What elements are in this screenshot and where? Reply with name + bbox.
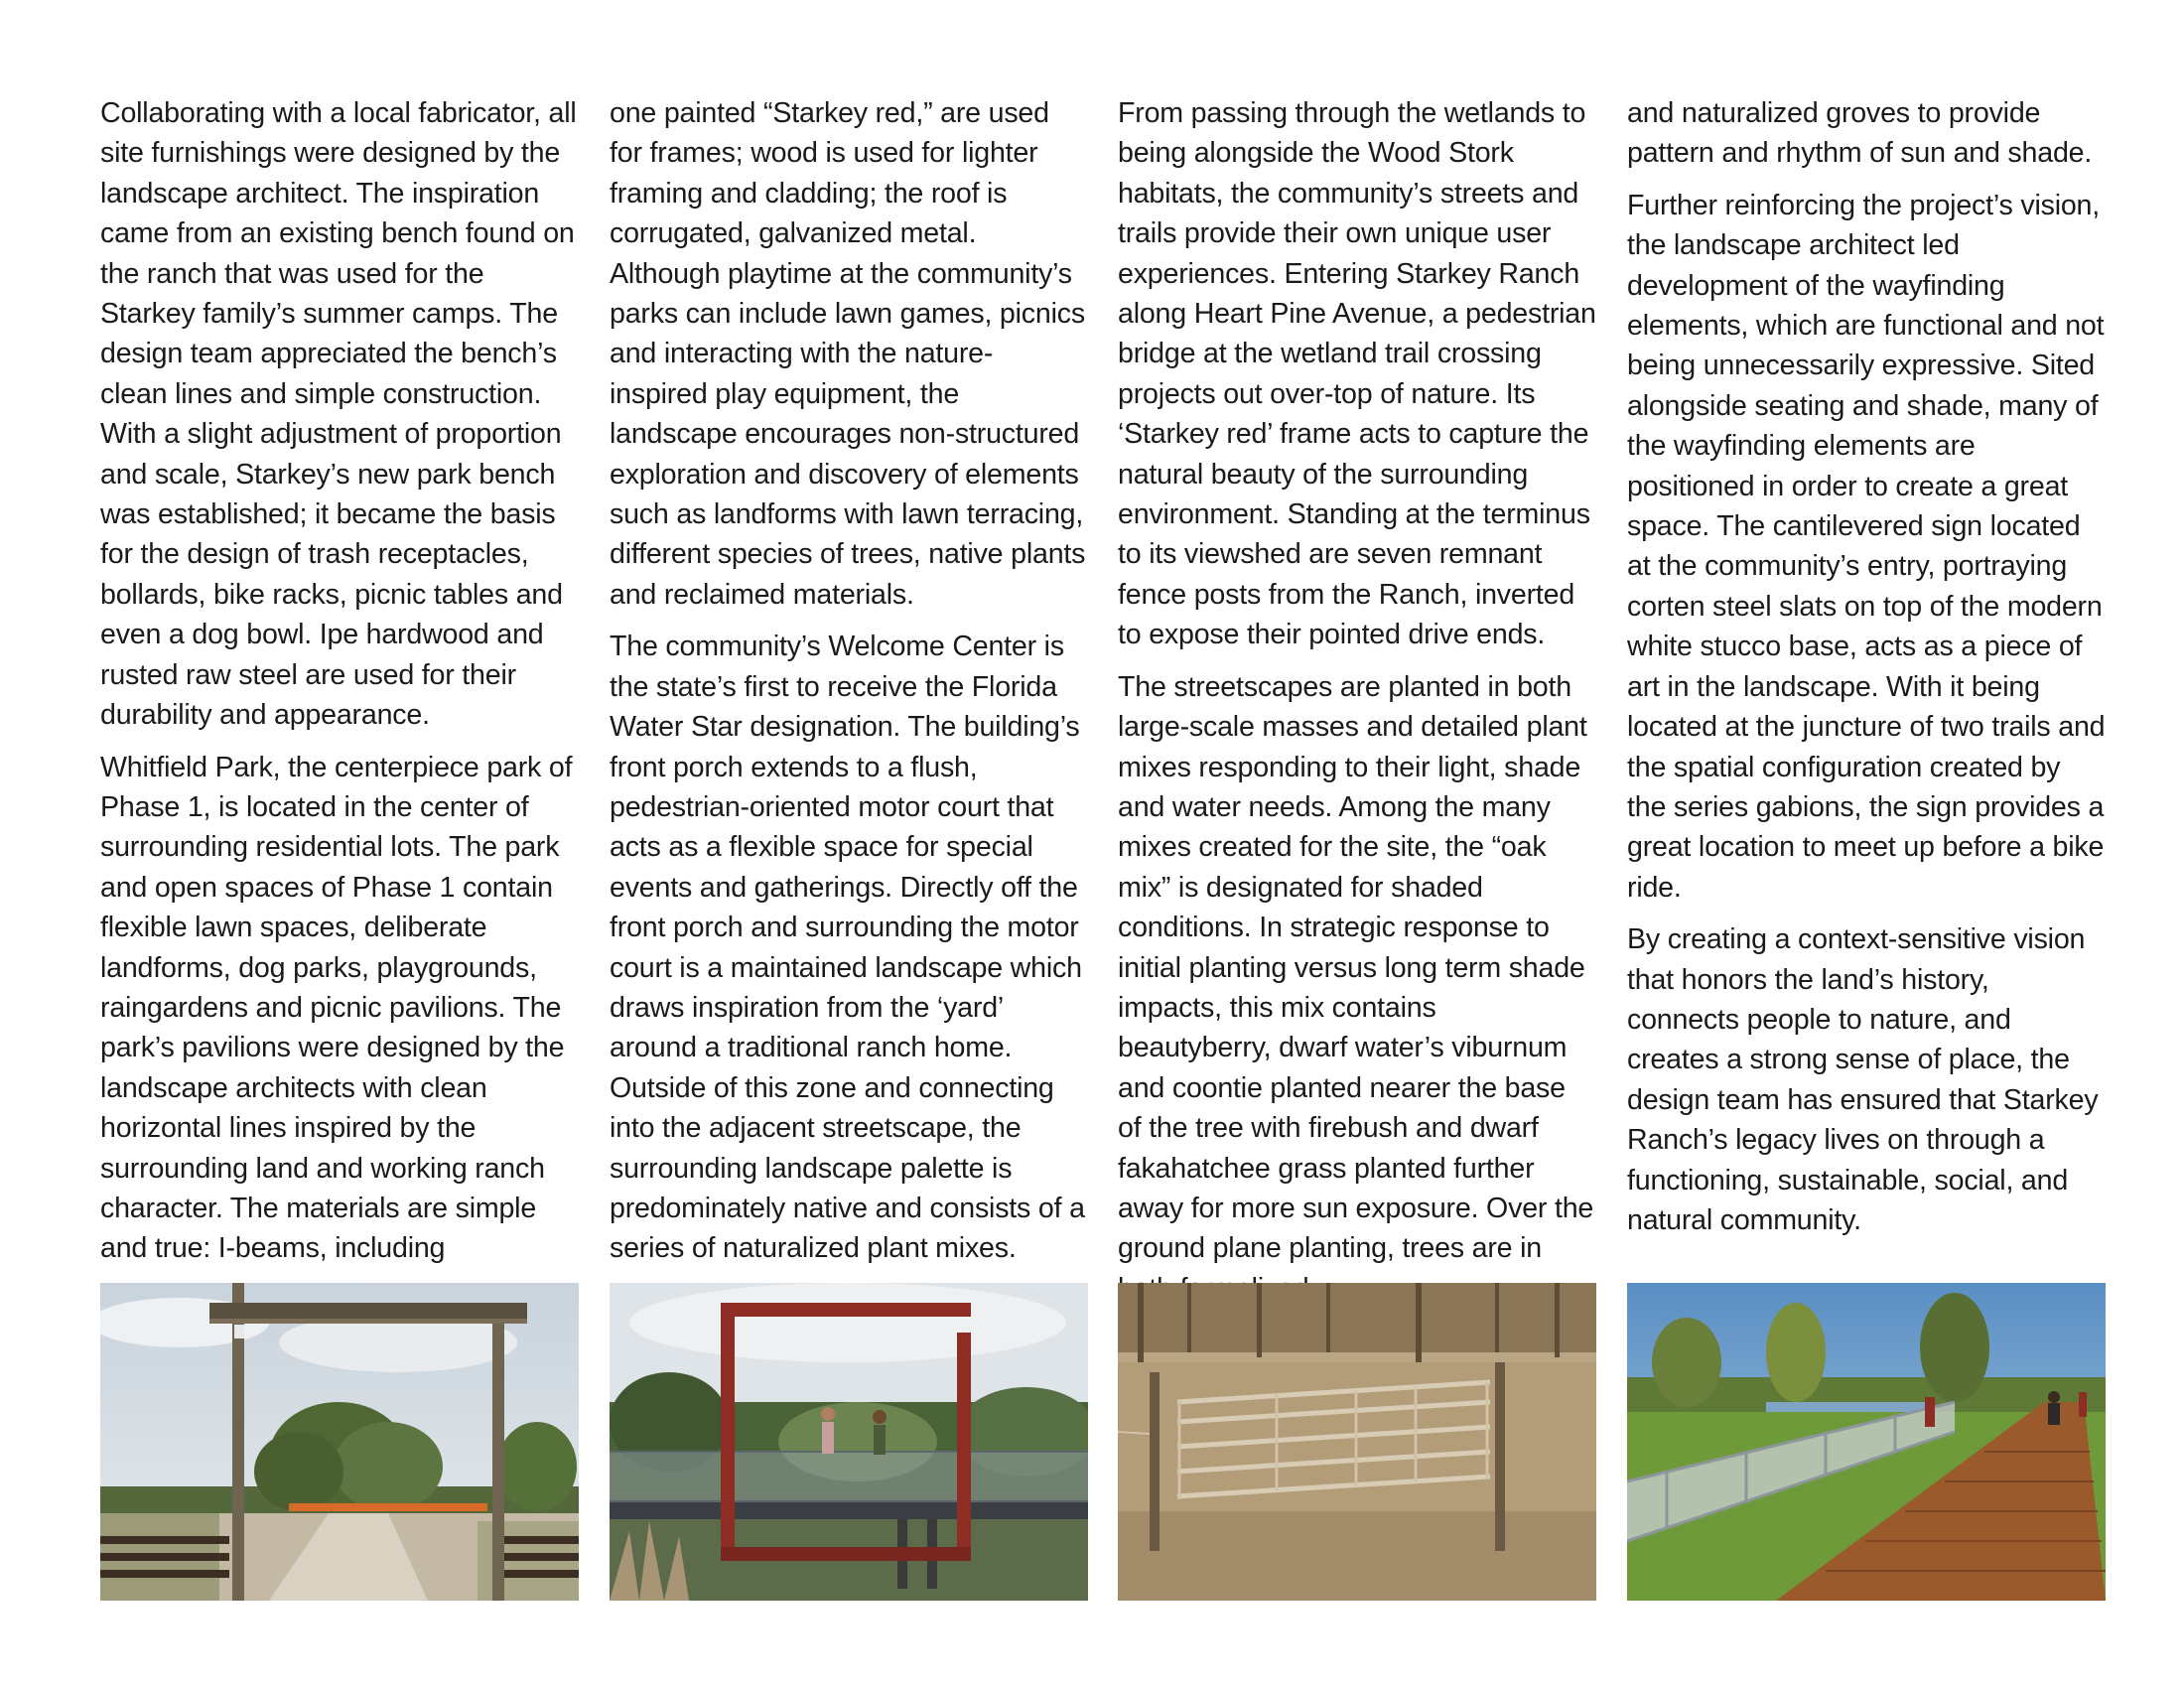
paragraph: Collaborating with a local fabricator, all site furnishings were designed by the landscape architect. The inspiration came from an existing bench found on the ranch that was used for the Starkey family’s summer camps. The design team appreciated the bench’s clean lines and simple construction. With a slight adjustment of proportion and scale, Starkey’s new park bench was established; it became the basis for the design of trash receptacles, bollards, bike racks, picnic tables and even a dog bowl. Ipe hardwood and rusted raw steel are used for their durability and appearance. xyxy=(100,97,577,732)
paragraph: By creating a context-sensitive vision that honors the land’s history, connects people to nature, and creates a strong sense of place, the design team has ensured that Starkey Ranch’s legacy lives on through a functioning, sustainable, social, and natural community. xyxy=(1627,923,2099,1236)
text-column-4 xyxy=(1627,93,2106,1252)
trail-boardwalk-photo xyxy=(1627,1283,2106,1601)
paragraph: The community’s Welcome Center is the state’s first to receive the Florida Water Star designation. The building’s front porch extends to a flush, pedestrian-oriented motor court that acts as a flexible space for special events and gatherings. Directly off the front porch and surrounding the motor court is a maintained landscape which draws inspiration from the ‘yard’ around a traditional ranch home. Outside of this zone and connecting into the adjacent streetscape, the surrounding landscape palette is predominately native and consists of a series of naturalized plant mixes. xyxy=(610,631,1085,1265)
paragraph: Further reinforcing the project’s vision, the landscape architect led development of the wayfinding elements, which are functional and not being unnecessarily expressive. Sited alongside seating and shade, many of the wayfinding elements are positioned in order to create a great space. The cantilevered sign located at the community’s entry, portraying corten steel slats on top of the modern white stucco base, acts as a piece of art in the landscape. With it being located at the juncture of two trails and the spatial configuration created by the series gabions, the sign provides a great location to meet up before a bike ride. xyxy=(1627,189,2106,904)
sepia-fence-gate-photo xyxy=(1118,1283,1596,1601)
text-column-2 xyxy=(610,93,1088,1281)
paragraph: The streetscapes are planted in both large-scale masses and detailed plant mixes responding to their light, shade and water needs. Among the many mixes created for the site, the “oak mix” is designated for shaded conditions. In strategic response to initial planting versus long term shade impacts, this mix contains beautyberry, dwarf water’s viburnum and coontie planted nearer the base of the tree with firebush and dwarf fakahatchee grass planted further away for more sun exposure. Over the ground plane planting, trees are in xyxy=(1118,670,1594,1265)
paragraph: and naturalized groves to provide pattern and rhythm of sun and shade. xyxy=(1627,97,2093,170)
wooden-ranch-gate-photo xyxy=(100,1283,579,1601)
paragraph: From passing through the wetlands to being alongside the Wood Stork habitats, the community’s streets and trails provide their own unique user experiences. Entering Starkey Ranch along Heart Pine Avenue, a pedestrian bridge at the wetland trail crossing projects out over-top of nature. Its ‘Starkey red’ frame acts to capture the natural beauty of the surrounding environment. Standing at the terminus to its viewshed are seven remnant fence posts from the Ranch, inverted to expose their pointed drive ends. xyxy=(1118,97,1596,651)
text-column-3 xyxy=(1118,93,1596,1321)
text-column-1 xyxy=(100,93,579,1281)
red-frame-pedestrian-bridge-photo xyxy=(610,1283,1088,1601)
paragraph: one painted “Starkey red,” are used for frames; wood is used for lighter framing and cladding; the roof is corrugated, galvanized metal. Although playtime at the community’s parks can include lawn games, picnics and interacting with the nature-inspired play equipment, the landscape encourages non-structured exploration and discovery of elements such as landforms with lawn terracing, different species of trees, native plants and reclaimed materials. xyxy=(610,97,1086,611)
paragraph: Whitfield Park, the centerpiece park of Phase 1, is located in the center of surrounding residential lots. The park and open spaces of Phase 1 contain flexible lawn spaces, deliberate landforms, dog parks, playgrounds, raingardens and picnic pavilions. The park’s pavilions were designed by the landscape architects with clean horizontal lines inspired by the surrounding land and working ranch character. The materials are simple and true: I-beams, including xyxy=(100,751,573,1265)
